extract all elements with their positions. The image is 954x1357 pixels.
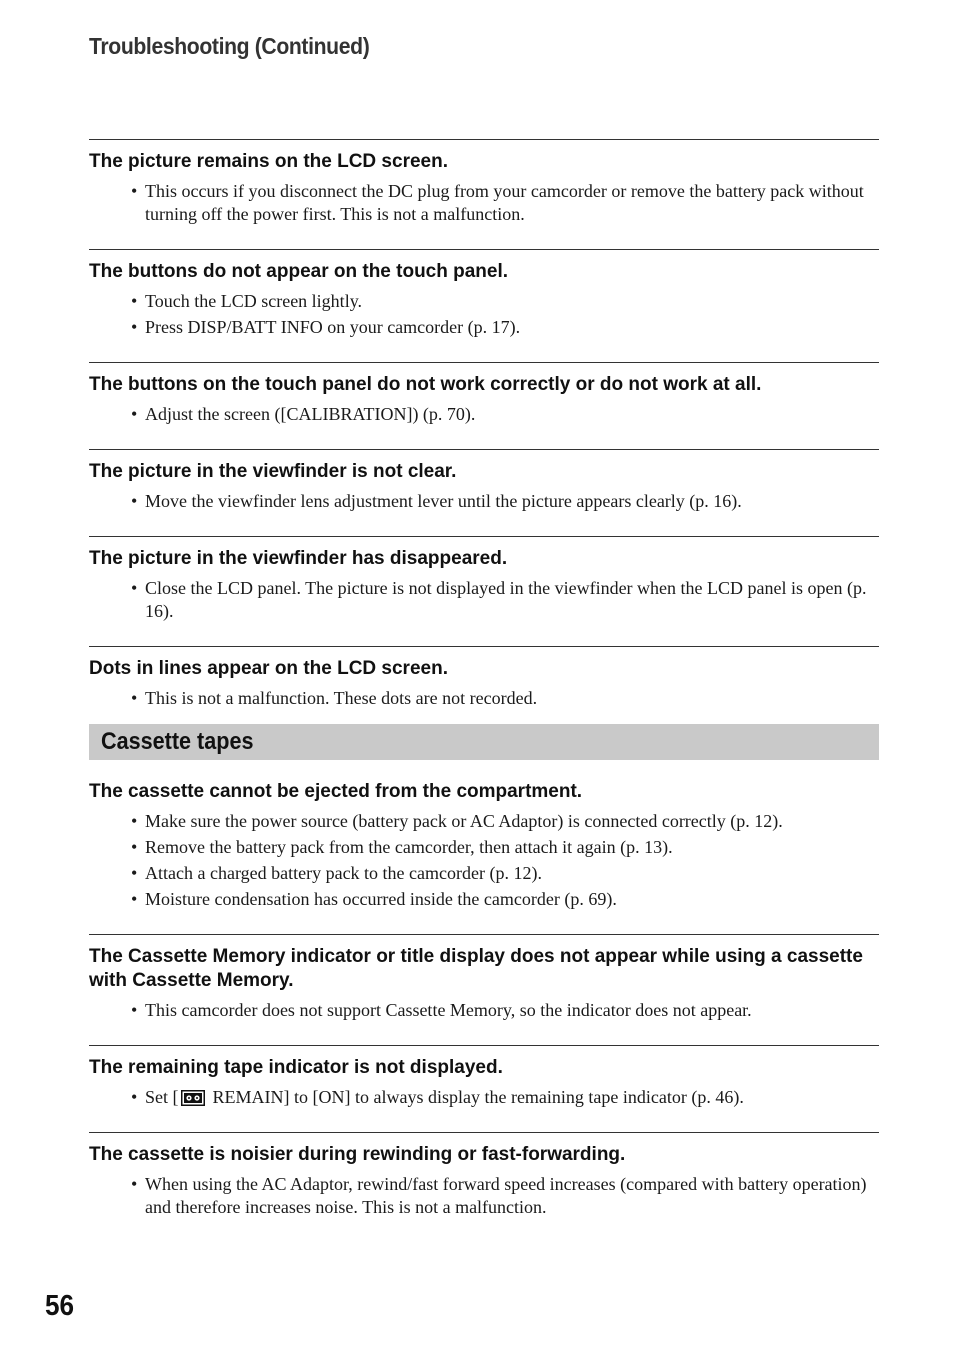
bullet-list bbox=[89, 1086, 879, 1109]
section-buttons-not-appear bbox=[89, 249, 879, 362]
list-item: • Close the LCD panel. The picture is not displayed in the viewfinder when the LCD panel is open (p. 16). bbox=[131, 578, 867, 621]
list-item: • Remove the battery pack from the camcorder, then attach it again (p. 13). bbox=[131, 837, 673, 857]
list-item: • This is not a malfunction. These dots are not recorded. bbox=[131, 688, 538, 708]
section-heading: The picture remains on the LCD screen. bbox=[89, 151, 448, 172]
bullet-list bbox=[89, 490, 879, 513]
bullet-list bbox=[89, 1173, 879, 1219]
list-item: • Attach a charged battery pack to the camcorder (p. 12). bbox=[131, 863, 542, 883]
list-item: • This occurs if you disconnect the DC plug from your camcorder or remove the battery pack without turning off the power first. This is not a malfunction. bbox=[131, 181, 864, 224]
section-viewfinder-disappeared bbox=[89, 536, 879, 646]
bullet-list bbox=[89, 403, 879, 426]
bullet-list bbox=[89, 687, 879, 710]
bullet-list bbox=[89, 810, 879, 911]
list-item: • Moisture condensation has occurred inside the camcorder (p. 69). bbox=[131, 889, 617, 909]
section-remaining-tape bbox=[89, 1045, 879, 1132]
section-dots-in-lines bbox=[89, 646, 879, 710]
section-picture-remains bbox=[89, 139, 879, 249]
list-item: • Press DISP/BATT INFO on your camcorder (p. 17). bbox=[131, 317, 521, 337]
section-heading: Dots in lines appear on the LCD screen. bbox=[89, 658, 448, 679]
section-cassette-noise bbox=[89, 1132, 879, 1219]
page-number: 56 bbox=[45, 1290, 75, 1322]
list-item: • Set [ REMAIN] to [ON] to always display the remaining tape indicator (p. 46). bbox=[131, 1087, 744, 1107]
section-viewfinder-not-clear bbox=[89, 449, 879, 536]
page-content bbox=[89, 139, 879, 1222]
list-item: • When using the AC Adaptor, rewind/fast forward speed increases (compared with battery operation) and therefore increases noise. This is not a malfunction. bbox=[131, 1174, 867, 1217]
section-heading: The picture in the viewfinder is not clear. bbox=[89, 461, 457, 482]
cassette-tape-icon bbox=[181, 1090, 205, 1106]
page-header-title: Troubleshooting (Continued) bbox=[89, 33, 370, 59]
section-heading: The buttons do not appear on the touch panel. bbox=[89, 261, 509, 282]
bullet-list bbox=[89, 999, 879, 1022]
list-item: • Move the viewfinder lens adjustment lever until the picture appears clearly (p. 16). bbox=[131, 491, 742, 511]
bullet-list bbox=[89, 577, 879, 623]
list-item: • This camcorder does not support Cassette Memory, so the indicator does not appear. bbox=[131, 1000, 752, 1020]
section-cassette-eject bbox=[89, 780, 879, 934]
section-heading: The Cassette Memory indicator or title display does not appear while using a cassette with Cassette Memory. bbox=[89, 946, 863, 991]
section-heading: The buttons on the touch panel do not work correctly or do not work at all. bbox=[89, 374, 762, 395]
list-item: • Make sure the power source (battery pack or AC Adaptor) is connected correctly (p. 12). bbox=[131, 811, 783, 831]
cassette-tapes-section-title: Cassette tapes bbox=[89, 724, 879, 760]
section-cassette-memory bbox=[89, 934, 879, 1045]
list-item: • Touch the LCD screen lightly. bbox=[131, 291, 363, 311]
section-heading: The cassette cannot be ejected from the compartment. bbox=[89, 781, 583, 802]
bullet-list bbox=[89, 180, 879, 226]
section-buttons-not-work bbox=[89, 362, 879, 449]
section-heading: The cassette is noisier during rewinding or fast-forwarding. bbox=[89, 1144, 626, 1165]
bullet-list bbox=[89, 290, 879, 339]
section-heading: The picture in the viewfinder has disappeared. bbox=[89, 548, 508, 569]
list-item: • Adjust the screen ([CALIBRATION]) (p. 70). bbox=[131, 404, 476, 424]
section-heading: The remaining tape indicator is not displayed. bbox=[89, 1057, 503, 1078]
